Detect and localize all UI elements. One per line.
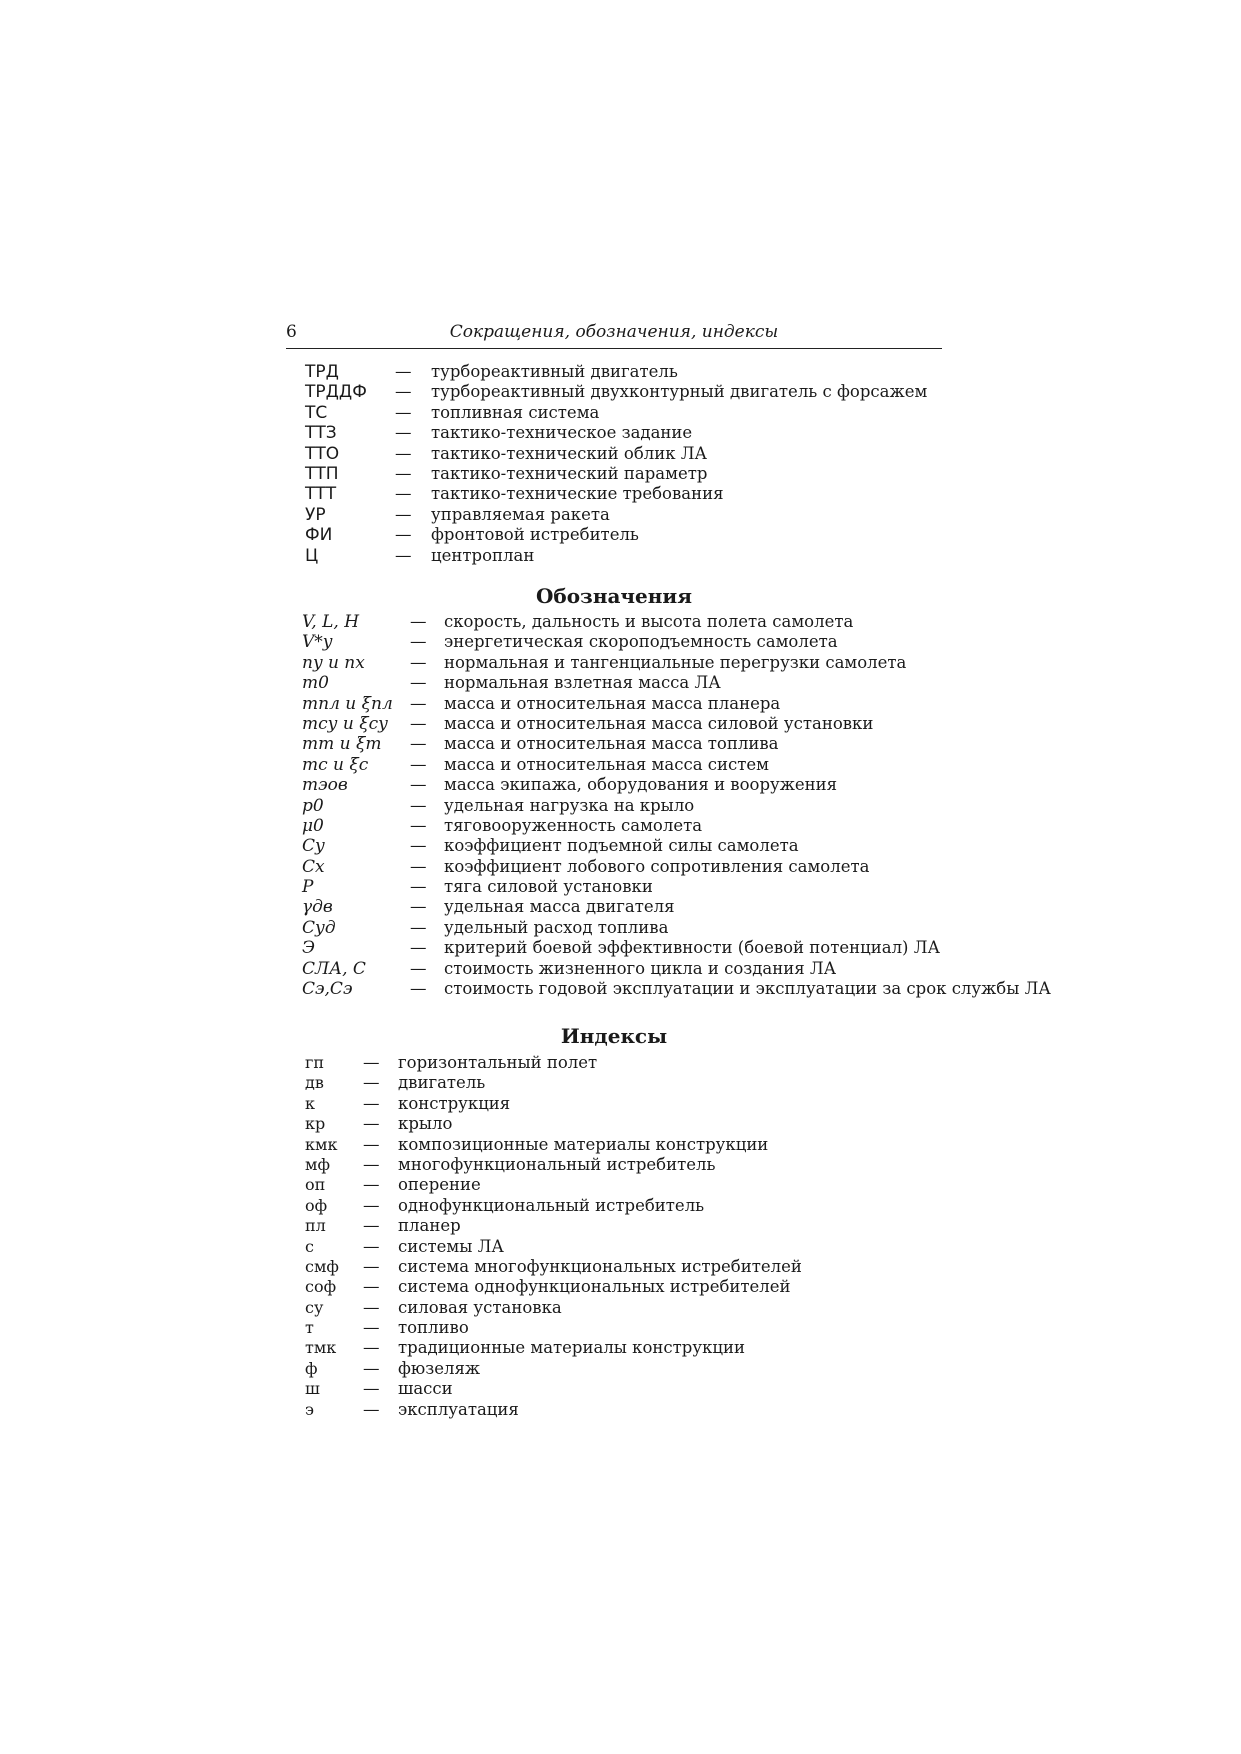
entry-description: удельная масса двигателя <box>444 897 675 917</box>
entry-term: Ц <box>305 545 319 566</box>
entry-term: тмк <box>305 1338 337 1358</box>
entry-dash: — <box>363 1297 380 1317</box>
entry-term: Cэ,Cэ <box>302 979 353 1000</box>
entry-description: удельный расход топлива <box>444 917 669 937</box>
entry-dash: — <box>410 652 427 672</box>
entry-description: нормальная взлетная масса ЛА <box>444 673 721 693</box>
entry-description: масса и относительная масса систем <box>444 754 769 774</box>
entry-dash: — <box>363 1236 380 1256</box>
entry-description: фюзеляж <box>398 1358 481 1378</box>
entry-term: ТС <box>305 402 328 423</box>
entry-description: скорость, дальность и высота полета самолета <box>444 612 854 631</box>
entry-term: γдв <box>302 897 333 918</box>
entry-term: гп <box>305 1053 325 1072</box>
entry-dash: — <box>410 734 427 754</box>
entry-description: эксплуатация <box>398 1399 519 1419</box>
entry-dash: — <box>410 917 427 937</box>
entry-description: турбореактивный двухконтурный двигатель с форсажем <box>431 382 928 402</box>
entry-dash: — <box>363 1134 380 1154</box>
entry-term: mсу и ξсу <box>302 713 389 734</box>
entry-term: ТТО <box>305 443 340 464</box>
entry-description: критерий боевой эффективности (боевой потенциал) ЛА <box>444 938 940 958</box>
entry-term: Cx <box>302 856 325 877</box>
entry-description: конструкция <box>398 1093 511 1113</box>
entry-dash: — <box>395 362 412 381</box>
entry-term: mс и ξс <box>302 754 369 775</box>
entry-description: крыло <box>398 1114 453 1134</box>
entry-dash: — <box>410 958 427 978</box>
entry-description: масса и относительная масса планера <box>444 693 781 713</box>
entry-dash: — <box>395 443 412 463</box>
entry-dash: — <box>363 1073 380 1093</box>
entry-description: композиционные материалы конструкции <box>398 1134 769 1154</box>
entry-term: P <box>302 877 314 898</box>
entry-dash: — <box>395 545 412 565</box>
entry-dash: — <box>363 1399 380 1419</box>
entry-dash: — <box>363 1318 380 1338</box>
running-title: Сокращения, обозначения, индексы <box>449 322 779 342</box>
entry-description: масса экипажа, оборудования и вооружения <box>444 775 838 795</box>
entry-description: энергетическая скороподъемность самолета <box>444 632 838 652</box>
entry-description: центроплан <box>431 545 535 565</box>
entry-term: ш <box>305 1379 320 1399</box>
indices-heading: Индексы <box>560 1024 668 1048</box>
entry-dash: — <box>363 1216 380 1236</box>
entry-description: масса и относительная масса силовой установки <box>444 713 874 733</box>
entry-description: многофункциональный истребитель <box>398 1154 716 1174</box>
entry-dash: — <box>410 979 427 999</box>
entry-description: силовая установка <box>398 1297 562 1317</box>
entry-term: кмк <box>305 1134 338 1154</box>
entry-description: стоимость жизненного цикла и создания ЛА <box>444 958 837 978</box>
entry-term: μ0 <box>302 815 324 836</box>
entry-description: коэффициент лобового сопротивления самолета <box>444 856 870 876</box>
entry-description: тактико-техническое задание <box>431 423 693 443</box>
entry-term: ФИ <box>305 525 333 546</box>
entry-dash: — <box>363 1114 380 1134</box>
entry-dash: — <box>410 897 427 917</box>
page-number: 6 <box>286 322 297 342</box>
entry-dash: — <box>410 632 427 652</box>
entry-dash: — <box>410 795 427 815</box>
entry-term: ТРДДФ <box>305 382 367 403</box>
entry-term: mэов <box>302 775 348 796</box>
entry-dash: — <box>363 1154 380 1174</box>
entry-dash: — <box>363 1358 380 1378</box>
entry-description: топливо <box>398 1318 469 1338</box>
entry-description: нормальная и тангенциальные перегрузки самолета <box>444 652 907 672</box>
entry-term: Cуд <box>302 917 336 938</box>
entry-dash: — <box>410 877 427 897</box>
entry-description: коэффициент подъемной силы самолета <box>444 836 799 856</box>
entry-description: тяга силовой установки <box>444 877 653 897</box>
entry-dash: — <box>395 382 412 402</box>
entry-term: оп <box>305 1175 326 1195</box>
entry-description: планер <box>398 1216 461 1236</box>
entry-description: система однофункциональных истребителей <box>398 1277 791 1297</box>
entry-dash: — <box>410 713 427 733</box>
entry-term: с <box>305 1236 314 1256</box>
entry-description: шасси <box>398 1379 453 1399</box>
entry-description: масса и относительная масса топлива <box>444 734 779 754</box>
entry-dash: — <box>363 1195 380 1215</box>
notations-heading: Обозначения <box>535 584 693 608</box>
entry-term: э <box>305 1399 314 1419</box>
entry-dash: — <box>395 463 412 483</box>
entry-description: топливная система <box>431 402 600 422</box>
entry-dash: — <box>410 856 427 876</box>
entry-description: оперение <box>398 1175 481 1195</box>
entry-description: однофункциональный истребитель <box>398 1195 705 1215</box>
entry-term: т <box>305 1318 314 1338</box>
entry-dash: — <box>395 484 412 504</box>
entry-term: ТТТ <box>305 484 337 505</box>
entry-description: тактико-технические требования <box>431 484 724 504</box>
entry-dash: — <box>363 1379 380 1399</box>
entry-term: CЛА, C <box>302 958 366 979</box>
entry-description: фронтовой истребитель <box>431 525 639 545</box>
entry-term: mпл и ξпл <box>302 693 393 714</box>
entry-term: ТТЗ <box>305 423 337 444</box>
entry-dash: — <box>410 775 427 795</box>
entry-description: горизонтальный полет <box>398 1053 598 1072</box>
entry-term: к <box>305 1093 315 1113</box>
entry-term: V, L, H <box>302 612 360 632</box>
entry-dash: — <box>410 754 427 774</box>
entry-description: удельная нагрузка на крыло <box>444 795 695 815</box>
entry-term: ТТП <box>305 463 339 484</box>
entry-description: управляемая ракета <box>431 504 610 524</box>
entry-dash: — <box>410 693 427 713</box>
entry-dash: — <box>410 836 427 856</box>
entry-term: кр <box>305 1114 326 1134</box>
entry-dash: — <box>395 525 412 545</box>
entry-dash: — <box>395 504 412 524</box>
entry-dash: — <box>395 402 412 422</box>
entry-term: p0 <box>302 795 324 816</box>
entry-dash: — <box>363 1175 380 1195</box>
entry-term: mт и ξт <box>302 734 382 755</box>
entry-term: оф <box>305 1195 328 1215</box>
entry-description: система многофункциональных истребителей <box>398 1256 802 1276</box>
entry-dash: — <box>410 673 427 693</box>
entry-dash: — <box>363 1053 380 1072</box>
entry-description: традиционные материалы конструкции <box>398 1338 745 1358</box>
entry-description: турбореактивный двигатель <box>431 362 678 381</box>
entry-description: тяговооруженность самолета <box>444 815 703 835</box>
entry-dash: — <box>395 423 412 443</box>
entry-term: пл <box>305 1216 326 1236</box>
entry-term: Cy <box>302 836 325 857</box>
entry-term: ny и nx <box>302 652 365 673</box>
entry-term: m0 <box>302 673 329 694</box>
entry-term: ф <box>305 1358 318 1378</box>
entry-dash: — <box>363 1277 380 1297</box>
entry-term: Э <box>302 938 316 959</box>
entry-term: V*y <box>302 632 333 653</box>
entry-description: системы ЛА <box>398 1236 504 1256</box>
entry-term: мф <box>305 1154 330 1174</box>
entry-dash: — <box>410 815 427 835</box>
entry-dash: — <box>410 938 427 958</box>
entry-term: УР <box>305 504 326 525</box>
entry-term: дв <box>305 1073 324 1093</box>
entry-description: стоимость годовой эксплуатации и эксплуатации за срок службы ЛА <box>444 979 1051 999</box>
entry-term: су <box>305 1297 324 1317</box>
entry-term: соф <box>305 1277 337 1297</box>
entry-dash: — <box>363 1093 380 1113</box>
entry-dash: — <box>410 612 427 631</box>
entry-description: тактико-технический параметр <box>431 463 708 483</box>
entry-term: ТРД <box>305 362 339 382</box>
entry-description: тактико-технический облик ЛА <box>431 443 708 463</box>
entry-dash: — <box>363 1256 380 1276</box>
page-header <box>286 318 942 349</box>
entry-term: смф <box>305 1256 339 1276</box>
entry-dash: — <box>363 1338 380 1358</box>
entry-description: двигатель <box>398 1073 486 1093</box>
